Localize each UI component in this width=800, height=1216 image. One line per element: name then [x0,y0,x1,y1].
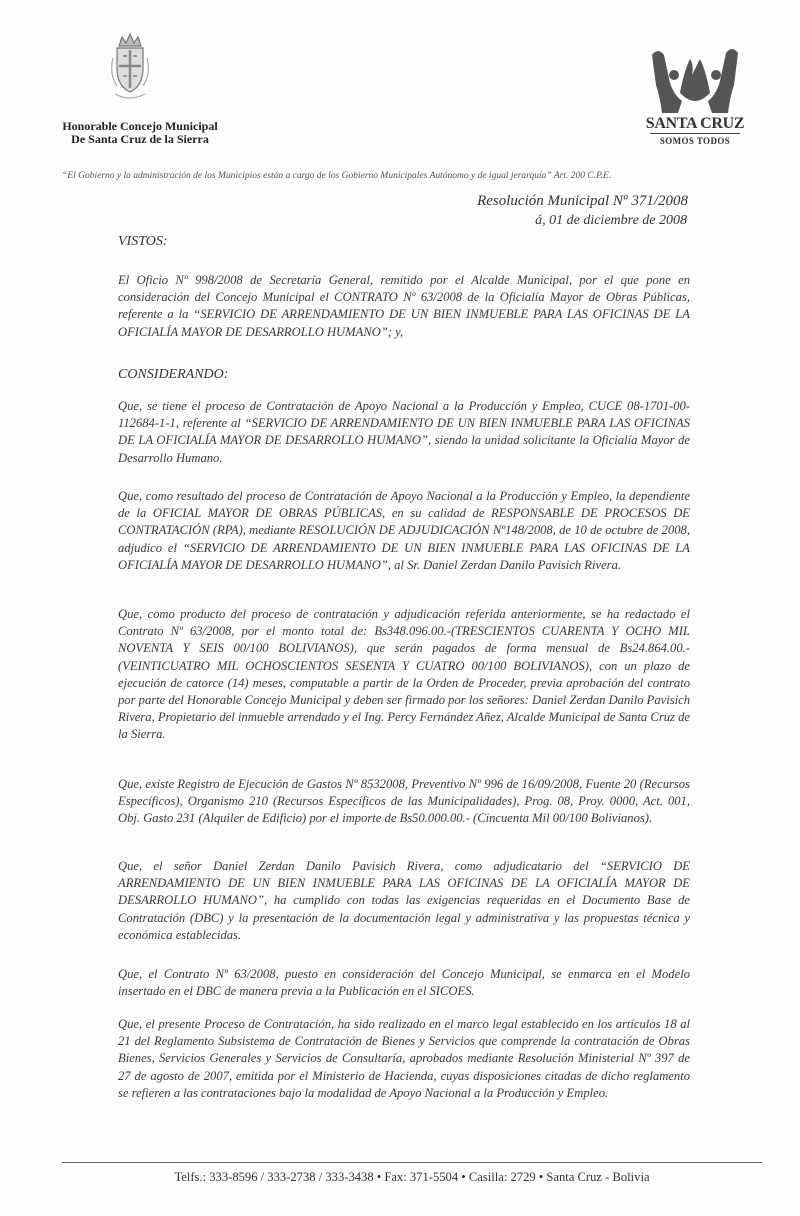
considerando-heading: CONSIDERANDO: [118,367,229,382]
footer-contact: Telfs.: 333-8596 / 333-2738 / 333-3438 • Fax: 371-5504 • Casilla: 2729 • Santa Cruz - Bolivia [174,1170,650,1184]
municipal-crest-icon [105,28,155,120]
brand-slogan: SOMOS TODOS [659,136,731,146]
council-name [40,120,240,146]
council-name-line1: Honorable Concejo Municipal [62,119,218,133]
brand-name: SANTA CRUZ [645,115,745,132]
raised-hands-icon [640,45,750,115]
vistos-heading: VISTOS: [118,234,168,249]
vistos-paragraph: El Oficio Nº 998/2008 de Secretaría General, remitido por el Alcalde Municipal, por el que pone en consideración del Concejo Municipal el CONTRATO Nº 63/2008 de la Oficialía Mayor de Obras Públicas, referente a la “SERVICIO DE ARRENDAMIENTO DE UN BIEN INMUEBLE PARA LAS OFICINAS DE LA OFICIALÍA MAYOR DE DESARROLLO HUMANO”; y, [118,273,690,339]
resolution-title: Resolución Municipal Nº 371/2008 [477,193,688,209]
considerando-paragraph: Que, el Contrato Nº 63/2008, puesto en consideración del Concejo Municipal, se enmarca en el Modelo insertado en el DBC de manera previa a la Publicación en el SICOES. [118,967,690,999]
considerando-paragraph: Que, existe Registro de Ejecución de Gastos Nº 8532008, Preventivo Nº 996 de 16/09/2008, Fuente 20 (Recursos Específicos), Organismo 210 (Recursos Específicos de las Municipalidades), Prog. 08, Proy. 0000, Act. 001, Obj. Gasto 231 (Alquiler de Edificio) por el importe de Bs50.000.00.- (Cincuenta Mil 00/100 Bolivianos). [118,777,690,826]
constitution-quote: “El Gobierno y la administración de los Municipios están a cargo de los Gobierno Municipales Autónomo y de igual jerarquía” Art. 200 C.P.E. [62,171,612,181]
footer-divider [62,1162,762,1163]
brand-divider [650,133,740,134]
considerando-paragraph: Que, el señor Daniel Zerdan Danilo Pavisich Rivera, como adjudicatario del “SERVICIO DE ARRENDAMIENTO DE UN BIEN INMUEBLE PARA LAS OFICINAS DE LA OFICIALÍA MAYOR DE DESARROLLO HUMANO”, ha cumplido con todas las exigencias requeridas en el Documento Base de Contratación (DBC) y la presentación de la documentación legal y administrativa y las propuestas técnica y económica establecidas. [118,859,690,942]
considerando-paragraph: Que, el presente Proceso de Contratación, ha sido realizado en el marco legal establecido en los artículos 18 al 21 del Reglamento Subsistema de Contratación de Bienes y Servicios que comprende la contratación de Obras Bienes, Servicios Generales y Servicios de Consultaría, aprobados mediante Resolución Ministerial Nº 397 de 27 de agosto de 2007, emitida por el Ministerio de Hacienda, cuyas disposiciones citadas de dicho reglamento se refieren a las contrataciones bajo la modalidad de Apoyo Nacional a la Producción y Empleo. [118,1017,690,1100]
santa-cruz-logo [640,45,750,160]
resolution-date: á, 01 de diciembre de 2008 [535,213,687,228]
considerando-paragraph: Que, como resultado del proceso de Contratación de Apoyo Nacional a la Producción y Empleo, la dependiente de la OFICIAL MAYOR DE OBRAS PÚBLICAS, en su calidad de RESPONSABLE DE PROCESOS DE CONTRATACIÓN (RPA), mediante RESOLUCIÓN DE ADJUDICACIÓN Nº148/2008, de 10 de octubre de 2008, adjudico el “SERVICIO DE ARRENDAMIENTO DE UN BIEN INMUEBLE PARA LAS OFICINAS DE LA OFICIALÍA MAYOR DE DESARROLLO HUMANO”, al Sr. Daniel Zerdan Danilo Pavisich Rivera. [118,489,690,572]
considerando-paragraph: Que, como producto del proceso de contratación y adjudicación referida anteriormente, se ha redactado el Contrato Nº 63/2008, por el monto total de: Bs348.096.00.-(TRESCIENTOS CUARENTA Y OCHO MIL NOVENTA Y SEIS 00/100 BOLIVIANOS), que serán pagados de forma mensual de Bs24.864.00.- (VEINTICUATRO MIL OCHOSCIENTOS SESENTA Y CUATRO 00/100 BOLIVIANOS), con un plazo de ejecución de catorce (14) meses, computable a partir de la Orden de Proceder, previa aprobación del contrato por parte del Honorable Concejo Municipal y deben ser firmado por los señores: Daniel Zerdan Danilo Pavisich Rivera, Propietario del inmueble arrendado y el Ing. Percy Fernández Añez, Alcalde Municipal de Santa Cruz de la Sierra. [118,607,691,742]
considerando-paragraph: Que, se tiene el proceso de Contratación de Apoyo Nacional a la Producción y Empleo, CUCE 08-1701-00-112684-1-1, referente al “SERVICIO DE ARRENDAMIENTO DE UN BIEN INMUEBLE PARA LAS OFICINAS DE LA OFICIALÍA MAYOR DE DESARROLLO HUMANO”, siendo la unidad solicitante la Oficialía Mayor de Desarrollo Humano. [118,399,690,465]
council-name-line2: De Santa Cruz de la Sierra [71,132,209,146]
